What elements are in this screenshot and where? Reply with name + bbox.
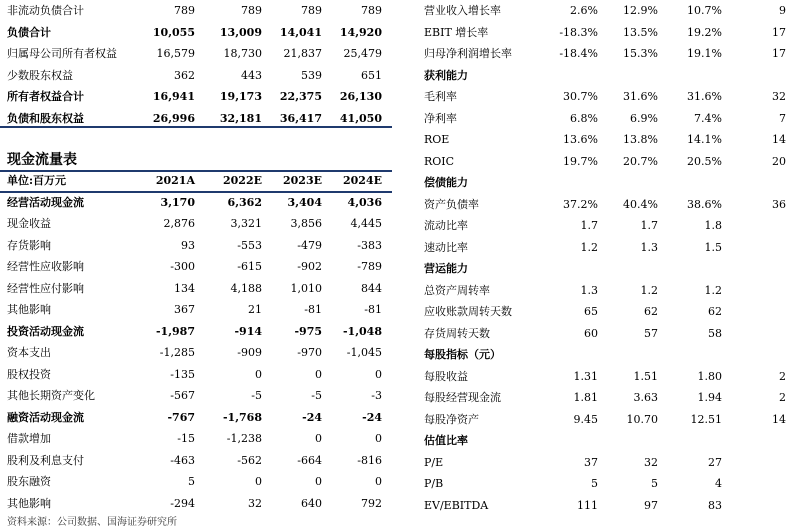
row-label: 负债和股东权益: [7, 111, 84, 125]
cell-value: 10,055: [152, 25, 195, 39]
cell-value: 14: [772, 412, 786, 426]
table-row: [418, 430, 767, 452]
cell-value: 0: [315, 475, 322, 488]
cell-value: -1,285: [159, 346, 195, 359]
cell-value: 4: [715, 477, 722, 490]
cell-value: 1.51: [633, 369, 658, 383]
cell-value: 6.9%: [630, 111, 658, 125]
cell-value: 41,050: [339, 111, 382, 125]
cell-value: -789: [357, 260, 382, 273]
cell-value: -383: [357, 238, 382, 252]
cell-value: 16,579: [156, 47, 195, 60]
cell-value: 1.31: [573, 369, 598, 383]
row-label: 经营性应收影响: [7, 260, 84, 273]
cell-value: 792: [361, 496, 382, 510]
cell-value: -81: [304, 303, 322, 316]
year-header: 2024E: [343, 174, 382, 187]
row-label: 净利率: [424, 111, 457, 125]
cell-value: 1.3: [640, 240, 658, 254]
row-label: 营业收入增长率: [424, 4, 501, 17]
table-row: [418, 151, 786, 173]
cell-value: -18.3%: [559, 25, 598, 39]
cell-value: -970: [297, 346, 322, 359]
cell-value: 13.5%: [623, 25, 658, 39]
table-row: [418, 86, 786, 108]
cell-value: 62: [708, 305, 722, 318]
cell-value: 1.7: [640, 219, 658, 232]
cell-value: 9.45: [573, 412, 598, 426]
cell-value: 1.3: [580, 283, 598, 297]
row-label: 存货周转天数: [424, 326, 490, 340]
table-row: [0, 278, 392, 300]
cell-value: 83: [708, 498, 722, 512]
cash-flow-header-bottom-rule: [0, 191, 392, 193]
cell-value: 93: [181, 238, 195, 252]
cell-value: 111: [577, 498, 598, 512]
cell-value: -902: [297, 260, 322, 273]
table-row: [418, 22, 786, 44]
cell-value: 0: [375, 475, 382, 488]
table-row: [0, 43, 392, 65]
cell-value: 362: [174, 68, 195, 82]
cell-value: 1.94: [697, 391, 722, 404]
row-label: 融资活动现金流: [7, 410, 84, 424]
cell-value: 20: [772, 154, 786, 168]
cell-value: 30.7%: [563, 90, 598, 103]
table-row: [0, 0, 392, 22]
cell-value: 12.51: [690, 412, 722, 426]
source-note: 资料来源：公司数据、国海证券研究所: [7, 517, 177, 528]
cell-value: 5: [188, 475, 195, 488]
cell-value: 32: [644, 455, 658, 469]
cell-value: -15: [177, 432, 195, 445]
cell-value: -24: [362, 410, 382, 424]
cell-value: 4,036: [347, 195, 382, 209]
table-row: [418, 0, 786, 22]
table-row: [0, 65, 392, 87]
cell-value: 539: [301, 68, 322, 82]
row-label: 每股收益: [424, 369, 468, 383]
cell-value: 9: [779, 4, 786, 17]
cell-value: 31.6%: [687, 90, 722, 103]
cell-value: 2: [779, 391, 786, 404]
cell-value: 1.2: [704, 283, 722, 297]
row-label: 总资产周转率: [424, 283, 490, 297]
row-label: 非流动负债合计: [7, 4, 84, 17]
cell-value: -24: [302, 410, 322, 424]
cell-value: 2.6%: [570, 4, 598, 17]
row-label: 每股经营现金流: [424, 391, 501, 404]
cell-value: -562: [237, 453, 262, 467]
cell-value: 789: [361, 4, 382, 17]
cell-value: -1,768: [222, 410, 262, 424]
cell-value: 789: [301, 4, 322, 17]
row-label: ROIC: [424, 154, 455, 168]
cell-value: 0: [375, 432, 382, 445]
cell-value: -18.4%: [559, 47, 598, 60]
cell-value: 26,996: [152, 111, 195, 125]
cell-value: 0: [375, 367, 382, 381]
cell-value: 6.8%: [570, 111, 598, 125]
cell-value: 32,181: [219, 111, 262, 125]
table-row: [0, 321, 392, 343]
cell-value: -1,048: [342, 324, 382, 338]
cell-value: 19.2%: [687, 25, 722, 39]
cell-value: -3: [371, 389, 382, 402]
cell-value: 5: [651, 477, 658, 490]
row-label: 少数股东权益: [7, 68, 73, 82]
row-label: P/B: [424, 477, 444, 490]
row-label: 每股净资产: [424, 412, 479, 426]
cash-flow-table: [0, 170, 392, 514]
cell-value: 13.6%: [563, 133, 598, 146]
cell-value: 19.7%: [563, 154, 598, 168]
cell-value: 1.5: [704, 240, 722, 254]
cell-value: 7: [779, 111, 786, 125]
cell-value: -1,045: [346, 346, 382, 359]
year-header: 2022E: [223, 174, 262, 187]
cell-value: 651: [361, 68, 382, 82]
cell-value: 60: [584, 326, 598, 340]
cell-value: 37: [584, 455, 598, 469]
cell-value: 25,479: [343, 47, 382, 60]
table-row: [418, 452, 767, 474]
table-row: [0, 471, 392, 493]
cell-value: 1.7: [580, 219, 598, 232]
cell-value: 37.2%: [563, 197, 598, 211]
cell-value: -975: [294, 324, 322, 338]
table-row: [418, 473, 767, 495]
cell-value: 97: [644, 498, 658, 512]
cell-value: -615: [237, 260, 262, 273]
table-row: [0, 493, 392, 515]
cell-value: 40.4%: [623, 197, 658, 211]
row-label: 流动比率: [424, 219, 468, 232]
cell-value: 21: [248, 303, 262, 316]
cell-value: 32: [248, 496, 262, 510]
cell-value: 18,730: [223, 47, 262, 60]
table-row: [0, 86, 392, 108]
cell-value: 65: [584, 305, 598, 318]
cell-value: 7.4%: [694, 111, 722, 125]
table-row: [418, 344, 767, 366]
cell-value: 57: [644, 326, 658, 340]
cell-value: 443: [241, 68, 262, 82]
cell-value: 2: [779, 369, 786, 383]
cell-value: 1.2: [580, 240, 598, 254]
cell-value: 15.3%: [623, 47, 658, 60]
row-label: 借款增加: [7, 432, 51, 445]
cell-value: -664: [297, 453, 322, 467]
table-row: [418, 43, 786, 65]
cell-value: 12.9%: [623, 4, 658, 17]
row-label: 股东融资: [7, 475, 51, 488]
row-label: 营运能力: [424, 262, 468, 275]
cash-flow-header-row: [0, 170, 392, 192]
cell-value: 22,375: [279, 90, 322, 103]
table-row: [418, 301, 767, 323]
cell-value: -294: [170, 496, 195, 510]
table-row: [418, 172, 767, 194]
row-label: 股权投资: [7, 367, 51, 381]
cash-flow-title: 现金流量表: [7, 152, 77, 168]
cell-value: 10.70: [626, 412, 658, 426]
cell-value: 20.5%: [687, 154, 722, 168]
row-label: 投资活动现金流: [7, 324, 84, 338]
row-label: 毛利率: [424, 90, 457, 103]
cell-value: 844: [361, 281, 382, 295]
table-row: [0, 428, 392, 450]
year-header: 2023E: [283, 174, 322, 187]
cell-value: 20.7%: [623, 154, 658, 168]
cell-value: 19.1%: [687, 47, 722, 60]
row-label: EBIT 增长率: [424, 25, 489, 39]
row-label: 速动比率: [424, 240, 468, 254]
cell-value: 31.6%: [623, 90, 658, 103]
cell-value: 58: [708, 326, 722, 340]
cell-value: 19,173: [219, 90, 262, 103]
cell-value: 14,920: [339, 25, 382, 39]
table-row: [418, 65, 767, 87]
table-row: [0, 385, 392, 407]
cell-value: 1.80: [697, 369, 722, 383]
cell-value: 16,941: [152, 90, 195, 103]
table-row: [0, 407, 392, 429]
cell-value: 10.7%: [687, 4, 722, 17]
row-label: 资产负债率: [424, 197, 479, 211]
table-row: [0, 364, 392, 386]
cell-value: 27: [708, 455, 722, 469]
cell-value: 36,417: [279, 111, 322, 125]
cell-value: 26,130: [339, 90, 382, 103]
cell-value: 789: [241, 4, 262, 17]
table-row: [418, 323, 767, 345]
cell-value: 1.81: [573, 391, 598, 404]
cell-value: 13,009: [219, 25, 262, 39]
table-row: [418, 215, 767, 237]
cell-value: 17: [772, 47, 786, 60]
cell-value: -567: [170, 389, 195, 402]
cell-value: -1,238: [226, 432, 262, 445]
row-label: 每股指标（元）: [424, 348, 501, 361]
cell-value: 3.63: [633, 391, 658, 404]
row-label: EV/EBITDA: [424, 498, 489, 512]
cell-value: 38.6%: [687, 197, 722, 211]
table-row: [0, 192, 392, 214]
row-label: 资本支出: [7, 346, 51, 359]
table-row: [0, 450, 392, 472]
cell-value: 3,856: [290, 217, 322, 230]
cell-value: -81: [364, 303, 382, 316]
row-label: 现金收益: [7, 217, 51, 230]
cell-value: 32: [772, 90, 786, 103]
row-label: 估值比率: [424, 434, 468, 447]
table-row: [0, 256, 392, 278]
cell-value: 36: [772, 197, 786, 211]
row-label: 股利及利息支付: [7, 453, 84, 467]
cell-value: -816: [357, 453, 382, 467]
year-header: 2021A: [155, 174, 195, 187]
row-label: 归母净利润增长率: [424, 47, 512, 60]
cell-value: 0: [315, 367, 322, 381]
table-row: [418, 237, 767, 259]
cell-value: 789: [174, 4, 195, 17]
table-row: [418, 194, 786, 216]
cell-value: 14: [772, 133, 786, 146]
table-row: [418, 409, 786, 431]
cell-value: 0: [255, 367, 262, 381]
table-row: [418, 387, 786, 409]
table-row: [0, 235, 392, 257]
cell-value: 4,445: [350, 217, 382, 230]
cell-value: 4,188: [230, 281, 262, 295]
cell-value: -767: [167, 410, 195, 424]
table-row: [0, 22, 392, 44]
row-label: 经营性应付影响: [7, 281, 84, 295]
row-label: 获利能力: [424, 68, 468, 82]
cell-value: -914: [234, 324, 262, 338]
row-label: 其他影响: [7, 303, 51, 316]
row-label: 经营活动现金流: [7, 195, 84, 209]
ratio-panel: [418, 0, 786, 516]
cell-value: -5: [251, 389, 262, 402]
table-row: [0, 213, 392, 235]
balance-sheet-divider: [0, 126, 392, 128]
cell-value: 0: [315, 432, 322, 445]
row-label: 偿债能力: [424, 176, 468, 189]
table-row: [418, 495, 767, 517]
row-label: ROE: [424, 133, 450, 146]
cell-value: -479: [297, 238, 322, 252]
cell-value: 14,041: [279, 25, 322, 39]
cell-value: -5: [311, 389, 322, 402]
table-row: [0, 299, 392, 321]
cell-value: 2,876: [163, 217, 195, 230]
cell-value: 21,837: [283, 47, 322, 60]
table-row: [418, 108, 786, 130]
cell-value: 0: [255, 475, 262, 488]
cell-value: 1,010: [290, 281, 322, 295]
cell-value: 62: [644, 305, 658, 318]
cell-value: 640: [301, 496, 322, 510]
row-label: 所有者权益合计: [7, 90, 84, 103]
cell-value: 134: [174, 281, 195, 295]
table-row: [0, 342, 392, 364]
cell-value: 13.8%: [623, 133, 658, 146]
ratio-table: [418, 0, 786, 516]
table-row: [418, 129, 786, 151]
row-label: P/E: [424, 455, 444, 469]
cell-value: 1.2: [640, 283, 658, 297]
cell-value: 17: [772, 25, 786, 39]
cell-value: 1.8: [704, 219, 722, 232]
row-label: 应收账款周转天数: [424, 305, 512, 318]
cell-value: -135: [170, 367, 195, 381]
table-row: [418, 258, 767, 280]
row-label: 归属母公司所有者权益: [7, 47, 117, 60]
cell-value: -909: [237, 346, 262, 359]
row-label: 其他长期资产变化: [7, 389, 95, 402]
cell-value: 3,321: [230, 217, 262, 230]
cell-value: -300: [170, 260, 195, 273]
cell-value: -553: [237, 238, 262, 252]
table-row: [418, 366, 786, 388]
row-label: 存货影响: [7, 238, 51, 252]
cell-value: 367: [174, 303, 195, 316]
row-label: 负债合计: [7, 25, 51, 39]
table-row: [418, 280, 767, 302]
balance-sheet-tail: [0, 0, 392, 129]
unit-label: 单位:百万元: [7, 174, 67, 187]
row-label: 其他影响: [7, 496, 51, 510]
cell-value: 3,404: [287, 195, 322, 209]
cell-value: 14.1%: [687, 133, 722, 146]
cell-value: -1,987: [155, 324, 195, 338]
cell-value: 6,362: [227, 195, 262, 209]
cell-value: 5: [591, 477, 598, 490]
cell-value: 3,170: [160, 195, 195, 209]
cell-value: -463: [170, 453, 195, 467]
